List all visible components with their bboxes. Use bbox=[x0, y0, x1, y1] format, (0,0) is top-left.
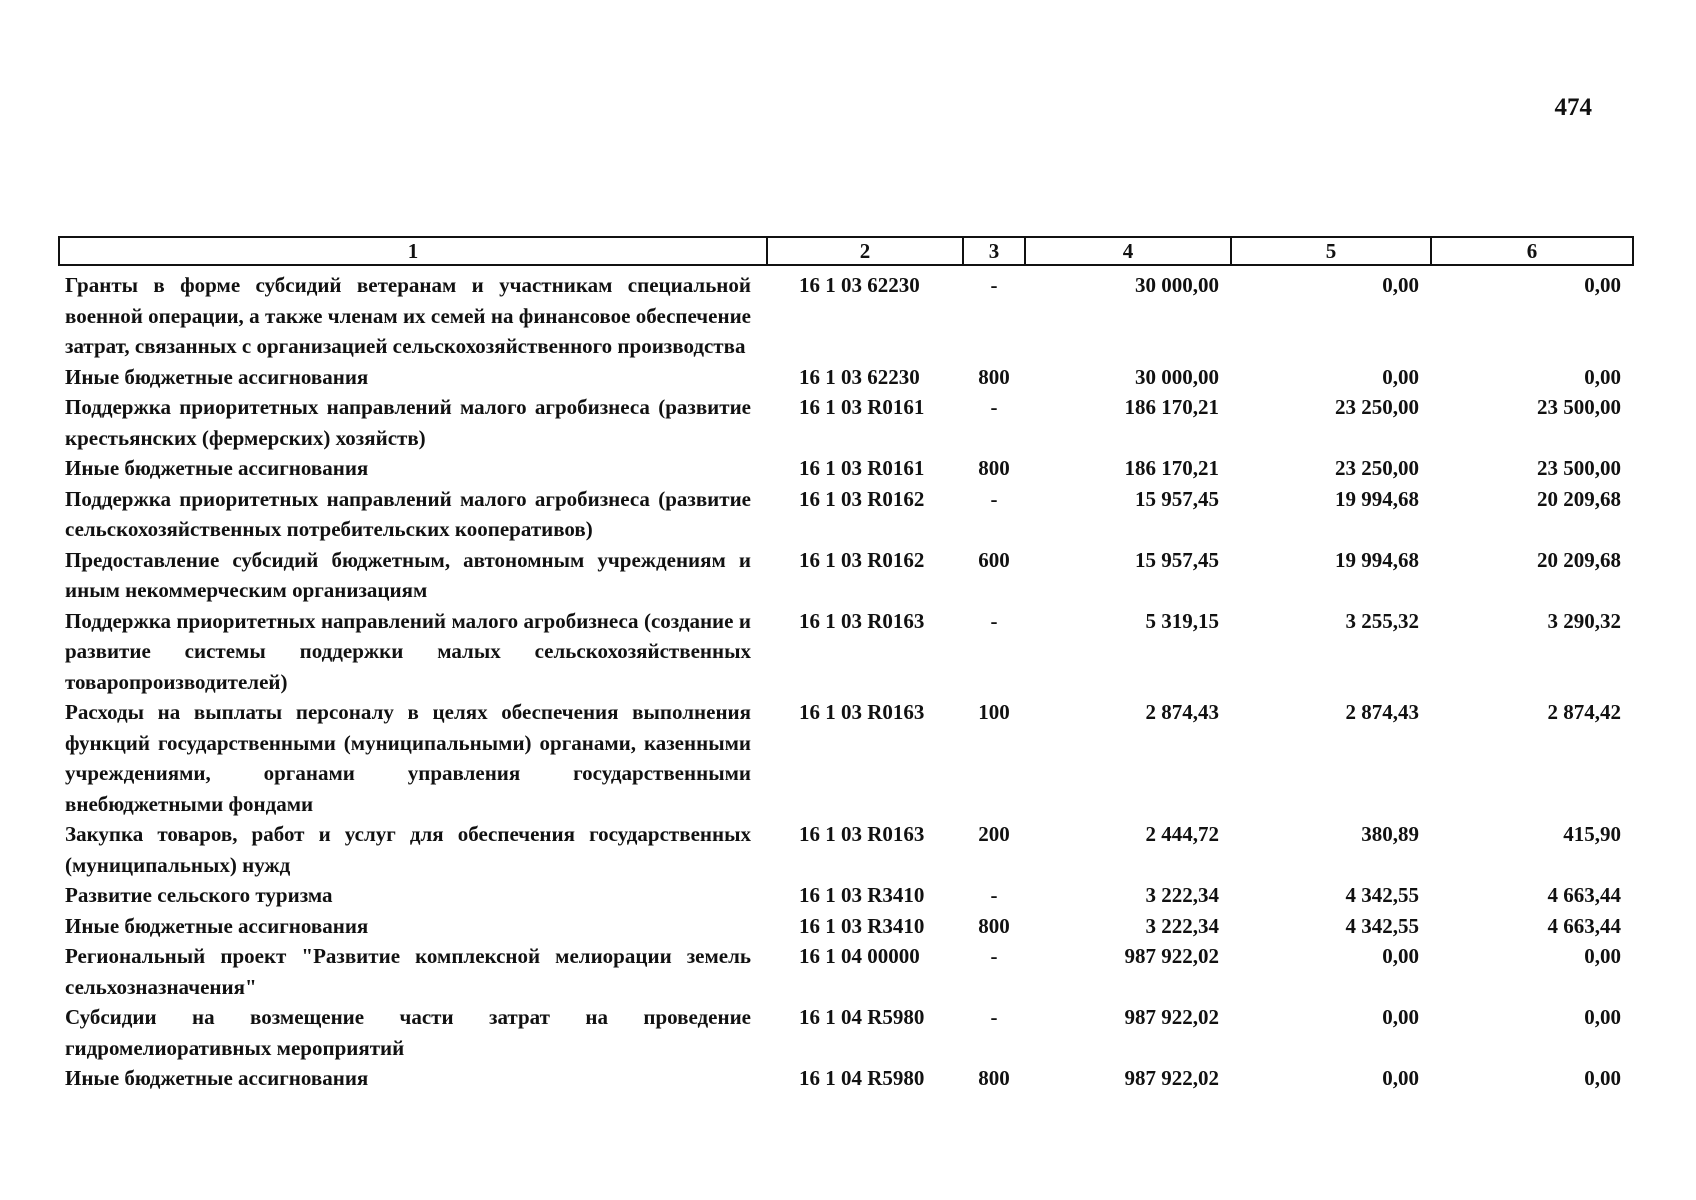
row-expense-type: 600 bbox=[978, 547, 1010, 572]
row-expense-type: - bbox=[990, 608, 998, 633]
row-value-col-5: 0,00 bbox=[1382, 1005, 1419, 1029]
table-row bbox=[59, 484, 1633, 545]
row-name: Региональный проект "Развитие комплексной мелиорации земель сельхозназначения" bbox=[65, 944, 751, 999]
row-value-col-5: 0,00 bbox=[1382, 944, 1419, 968]
table-row bbox=[59, 880, 1633, 911]
row-name: Поддержка приоритетных направлений малого агробизнеса (развитие сельскохозяйственных потребительских кооперативов) bbox=[65, 486, 751, 541]
header-col-3: 3 bbox=[963, 237, 1025, 265]
row-value-col-4: 987 922,02 bbox=[1124, 944, 1219, 968]
row-value-col-6: 23 500,00 bbox=[1537, 456, 1621, 480]
row-name: Развитие сельского туризма bbox=[65, 883, 333, 907]
row-name: Предоставление субсидий бюджетным, автономным учреждениям и иным некоммерческим организациям bbox=[65, 547, 751, 602]
table-row bbox=[59, 1063, 1633, 1094]
table-row bbox=[59, 1002, 1633, 1063]
header-col-1: 1 bbox=[59, 237, 767, 265]
row-expense-type: - bbox=[990, 486, 998, 511]
table-row bbox=[59, 941, 1633, 1002]
row-value-col-6: 0,00 bbox=[1584, 1005, 1621, 1029]
row-value-col-6: 20 209,68 bbox=[1537, 486, 1621, 511]
header-col-2: 2 bbox=[767, 237, 963, 265]
row-value-col-4: 186 170,21 bbox=[1124, 395, 1219, 419]
row-code: 16 1 04 00000 bbox=[799, 944, 920, 968]
row-value-col-6: 4 663,44 bbox=[1547, 913, 1621, 938]
row-code: 16 1 03 R3410 bbox=[799, 913, 925, 938]
row-code: 16 1 03 62230 bbox=[799, 364, 920, 389]
row-code: 16 1 04 R5980 bbox=[799, 1005, 925, 1029]
row-name: Расходы на выплаты персоналу в целях обеспечения выполнения функций государственными (муниципальными) органами, казенными учреждениями, органами управления государственными внебюджетными фондами bbox=[65, 700, 751, 816]
row-value-col-4: 2 444,72 bbox=[1145, 822, 1219, 846]
row-value-col-5: 19 994,68 bbox=[1335, 486, 1419, 511]
table-row bbox=[59, 606, 1633, 698]
row-value-col-5: 3 255,32 bbox=[1345, 608, 1419, 633]
header-col-4: 4 bbox=[1025, 237, 1231, 265]
row-code: 16 1 04 R5980 bbox=[799, 1066, 925, 1090]
row-name: Иные бюджетные ассигнования bbox=[65, 364, 369, 389]
row-expense-type: - bbox=[990, 944, 998, 968]
row-expense-type: 100 bbox=[978, 700, 1010, 724]
row-value-col-5: 23 250,00 bbox=[1335, 456, 1419, 480]
row-value-col-5: 23 250,00 bbox=[1335, 395, 1419, 419]
row-code: 16 1 03 R0161 bbox=[799, 395, 925, 419]
table-row bbox=[59, 265, 1633, 362]
row-expense-type: - bbox=[990, 883, 998, 907]
row-code: 16 1 03 R0162 bbox=[799, 547, 925, 572]
row-name: Субсидии на возмещение части затрат на проведение гидромелиоративных мероприятий bbox=[65, 1005, 751, 1060]
row-value-col-4: 186 170,21 bbox=[1124, 456, 1219, 480]
row-value-col-4: 2 874,43 bbox=[1145, 700, 1219, 724]
row-value-col-6: 0,00 bbox=[1584, 1066, 1621, 1090]
row-expense-type: - bbox=[990, 395, 998, 419]
row-value-col-6: 0,00 bbox=[1584, 273, 1621, 297]
row-code: 16 1 03 R0163 bbox=[799, 700, 925, 724]
row-value-col-4: 5 319,15 bbox=[1145, 608, 1219, 633]
row-code: 16 1 03 62230 bbox=[799, 273, 920, 297]
row-value-col-4: 987 922,02 bbox=[1124, 1066, 1219, 1090]
row-expense-type: 800 bbox=[978, 364, 1010, 389]
row-value-col-5: 4 342,55 bbox=[1345, 913, 1419, 938]
row-value-col-6: 20 209,68 bbox=[1537, 547, 1621, 572]
row-value-col-5: 19 994,68 bbox=[1335, 547, 1419, 572]
row-name: Гранты в форме субсидий ветеранам и участникам специальной военной операции, а также членам их семей на финансовое обеспечение затрат, связанных с организацией сельскохозяйственного производства bbox=[65, 273, 751, 358]
row-code: 16 1 03 R0163 bbox=[799, 822, 925, 846]
row-value-col-5: 0,00 bbox=[1382, 273, 1419, 297]
row-value-col-4: 987 922,02 bbox=[1124, 1005, 1219, 1029]
row-value-col-6: 415,90 bbox=[1563, 822, 1621, 846]
row-value-col-6: 0,00 bbox=[1584, 944, 1621, 968]
row-value-col-4: 30 000,00 bbox=[1135, 273, 1219, 297]
table-row bbox=[59, 453, 1633, 484]
row-name: Поддержка приоритетных направлений малого агробизнеса (развитие крестьянских (фермерских) хозяйств) bbox=[65, 395, 751, 450]
page-number: 474 bbox=[1554, 94, 1592, 121]
budget-table bbox=[58, 236, 1634, 1094]
row-value-col-4: 15 957,45 bbox=[1135, 486, 1219, 511]
table-row bbox=[59, 697, 1633, 819]
table-header-row bbox=[59, 237, 1633, 265]
row-name: Закупка товаров, работ и услуг для обеспечения государственных (муниципальных) нужд bbox=[65, 822, 751, 877]
table-row bbox=[59, 911, 1633, 942]
table-row bbox=[59, 545, 1633, 606]
row-code: 16 1 03 R0163 bbox=[799, 608, 925, 633]
row-value-col-6: 2 874,42 bbox=[1547, 700, 1621, 724]
row-expense-type: 800 bbox=[978, 913, 1010, 938]
row-expense-type: - bbox=[990, 273, 998, 297]
row-name: Иные бюджетные ассигнования bbox=[65, 913, 369, 938]
table-row bbox=[59, 362, 1633, 393]
row-value-col-4: 3 222,34 bbox=[1145, 883, 1219, 907]
row-value-col-5: 0,00 bbox=[1382, 1066, 1419, 1090]
row-value-col-6: 23 500,00 bbox=[1537, 395, 1621, 419]
row-value-col-6: 0,00 bbox=[1584, 364, 1621, 389]
header-col-5: 5 bbox=[1231, 237, 1431, 265]
row-value-col-4: 15 957,45 bbox=[1135, 547, 1219, 572]
row-name: Иные бюджетные ассигнования bbox=[65, 456, 369, 480]
row-name: Поддержка приоритетных направлений малого агробизнеса (создание и развитие системы поддержки малых сельскохозяйственных товаропроизводителей) bbox=[65, 608, 751, 694]
row-value-col-6: 4 663,44 bbox=[1547, 883, 1621, 907]
row-value-col-5: 0,00 bbox=[1382, 364, 1419, 389]
table-row bbox=[59, 819, 1633, 880]
table-body bbox=[59, 265, 1633, 1094]
row-expense-type: 800 bbox=[978, 1066, 1010, 1090]
row-value-col-4: 3 222,34 bbox=[1145, 913, 1219, 938]
row-value-col-5: 2 874,43 bbox=[1345, 700, 1419, 724]
row-code: 16 1 03 R0162 bbox=[799, 486, 925, 511]
row-expense-type: 800 bbox=[978, 456, 1010, 480]
row-value-col-5: 4 342,55 bbox=[1345, 883, 1419, 907]
row-expense-type: 200 bbox=[978, 822, 1010, 846]
row-value-col-4: 30 000,00 bbox=[1135, 364, 1219, 389]
row-code: 16 1 03 R0161 bbox=[799, 456, 925, 480]
header-col-6: 6 bbox=[1431, 237, 1633, 265]
table-row bbox=[59, 392, 1633, 453]
row-value-col-5: 380,89 bbox=[1361, 822, 1419, 846]
row-name: Иные бюджетные ассигнования bbox=[65, 1066, 369, 1090]
row-code: 16 1 03 R3410 bbox=[799, 883, 925, 907]
row-value-col-6: 3 290,32 bbox=[1547, 608, 1621, 633]
row-expense-type: - bbox=[990, 1005, 998, 1029]
